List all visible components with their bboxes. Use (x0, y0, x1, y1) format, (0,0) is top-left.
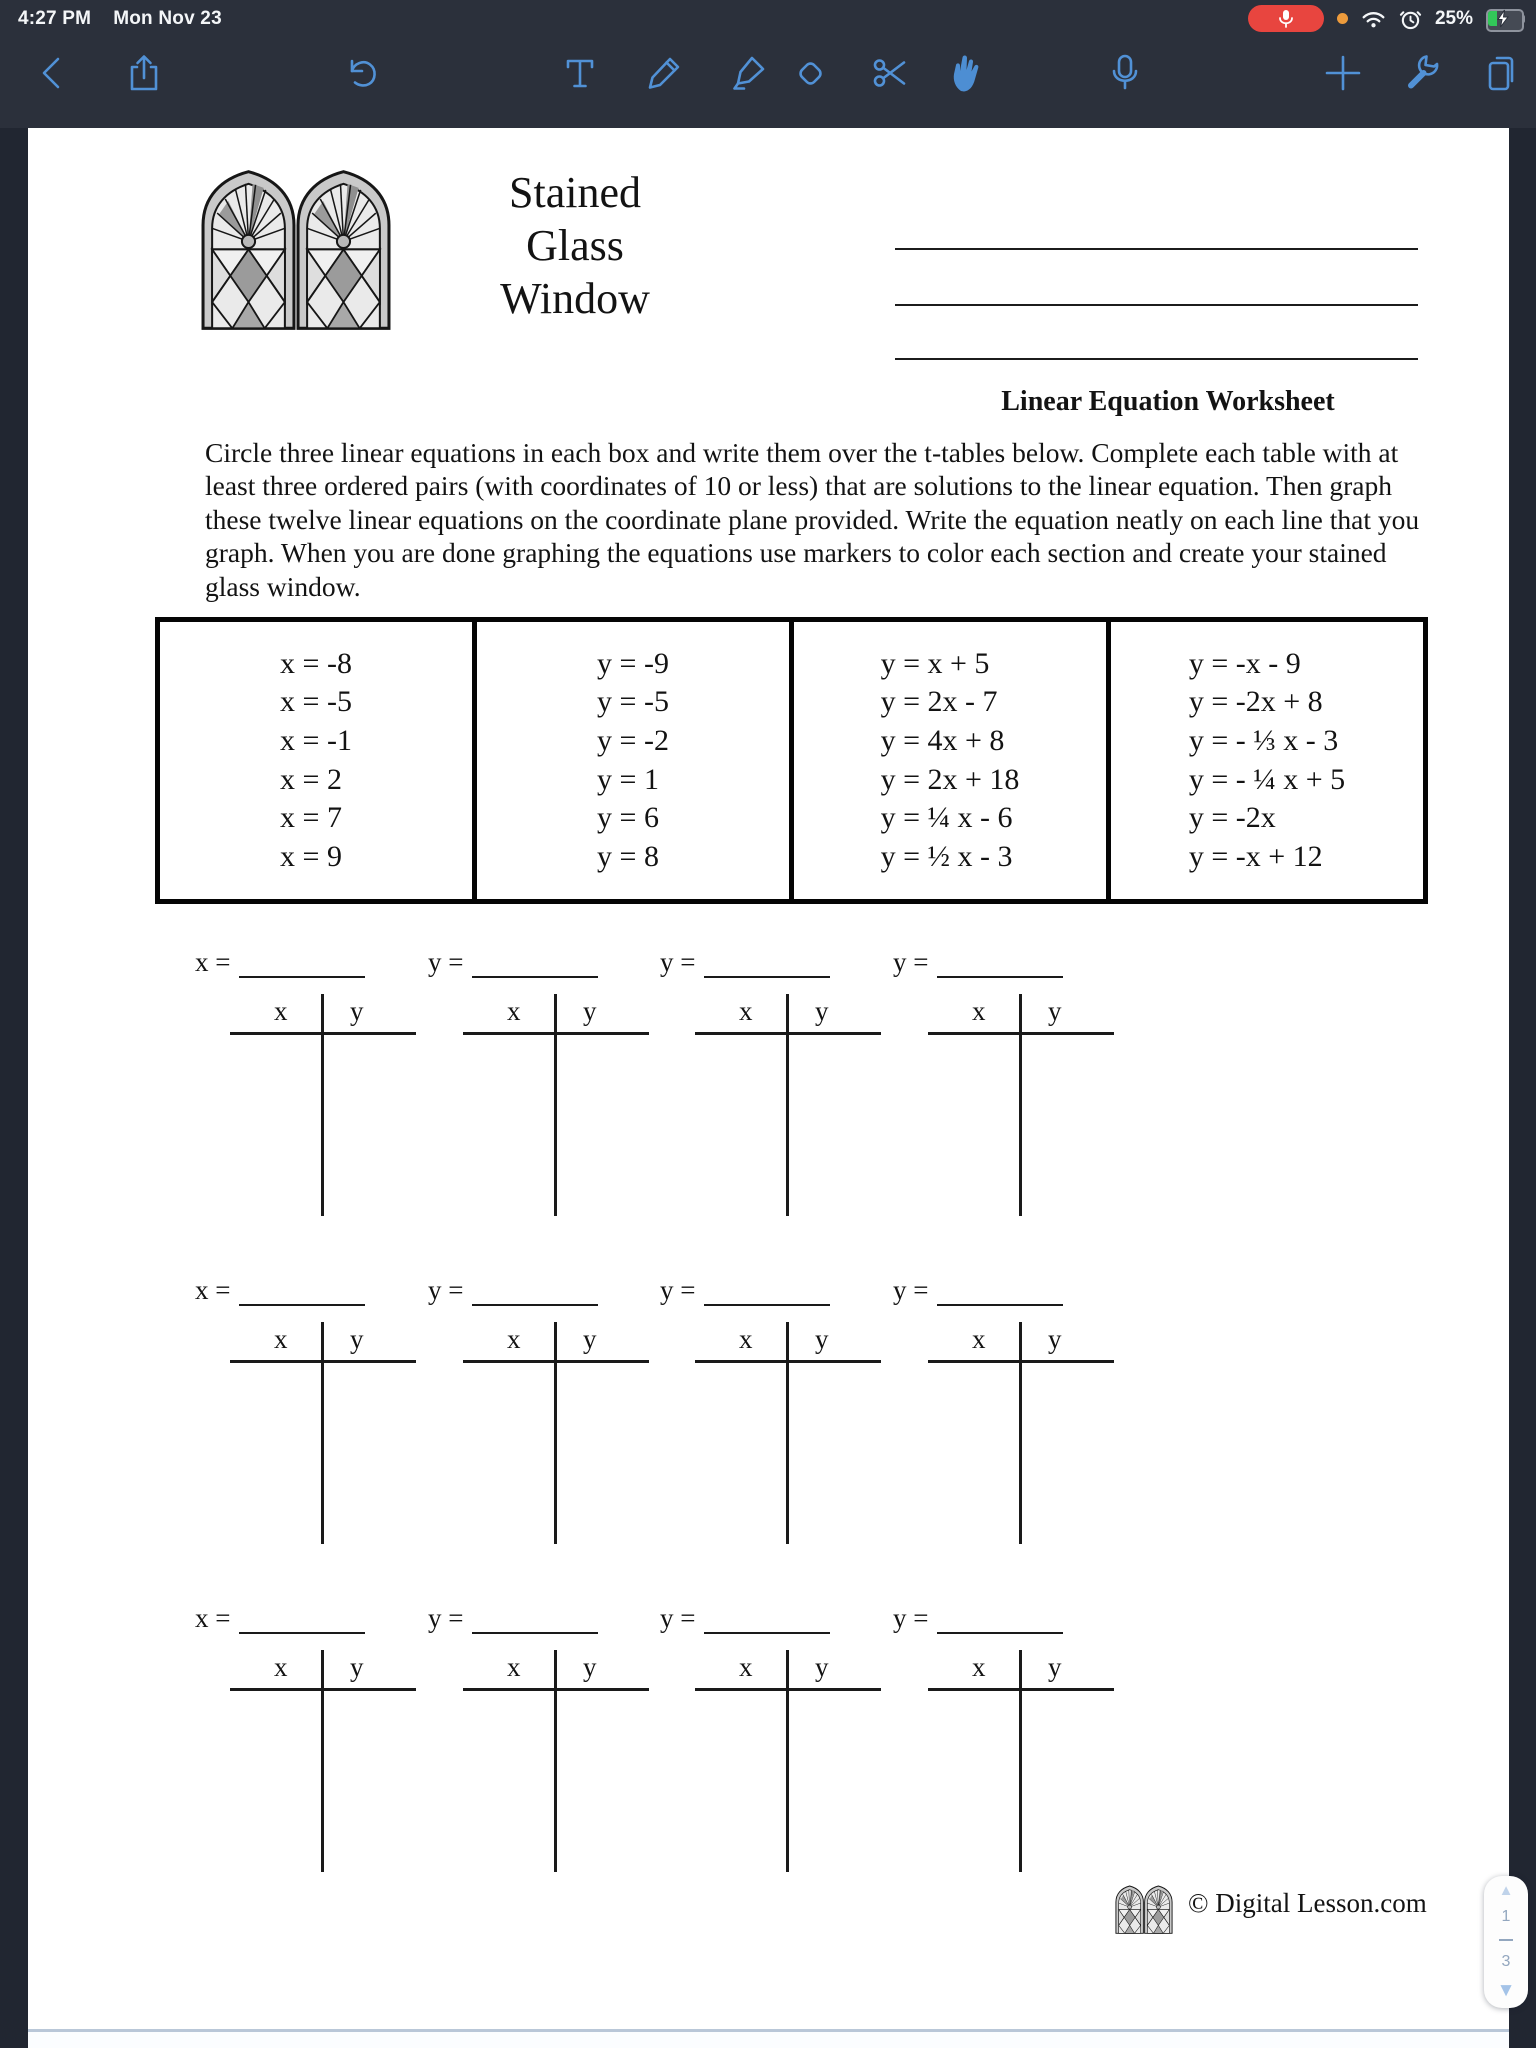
equation-option: x = -8 (280, 646, 352, 680)
equation-option: y = x + 5 (880, 646, 990, 680)
equation-option: y = ¼ x - 6 (880, 801, 1013, 835)
t-table-y-header: y (583, 1324, 597, 1354)
t-table-equation-prefix: y = (660, 1603, 696, 1633)
worksheet-title: Stained Glass Window (500, 168, 650, 323)
t-table-y-header: y (350, 1652, 364, 1682)
t-table-y-header: y (1048, 996, 1062, 1026)
t-table (660, 1600, 890, 1910)
t-table-vertical-rule (786, 994, 789, 1216)
total-page-number: 3 (1501, 1952, 1511, 1970)
alarm-icon (1399, 8, 1422, 30)
name-blank-line (895, 304, 1418, 306)
settings-wrench-button[interactable] (1400, 50, 1446, 96)
t-table-equation-blank (472, 1278, 598, 1306)
t-table-vertical-rule (1019, 1650, 1022, 1872)
t-table-equation-blank (239, 950, 365, 978)
t-table-equation-label (660, 1600, 890, 1634)
undo-button[interactable] (337, 50, 383, 96)
equation-option: y = 4x + 8 (880, 723, 1005, 757)
worksheet-subtitle: Linear Equation Worksheet (1001, 386, 1335, 417)
add-page-button[interactable] (1320, 50, 1366, 96)
t-table-equation-blank (937, 1606, 1063, 1634)
equation-option: y = -9 (597, 646, 669, 680)
t-table-equation-prefix: y = (893, 947, 929, 977)
t-table-equation-label (195, 1600, 425, 1634)
t-table-equation-blank (239, 1278, 365, 1306)
t-table-equation-label (893, 1272, 1123, 1306)
t-table-equation-prefix: x = (195, 947, 231, 977)
wifi-icon (1361, 9, 1386, 29)
t-table-vertical-rule (321, 1650, 324, 1872)
battery-charging-icon (1486, 9, 1526, 29)
t-table-x-header: x (274, 996, 288, 1026)
t-table-equation-blank (704, 1606, 830, 1634)
t-table-equation-prefix: y = (428, 1603, 464, 1633)
microphone-icon (1278, 9, 1294, 29)
app-chrome (0, 0, 1536, 128)
t-table-equation-blank (472, 1606, 598, 1634)
t-table-y-header: y (350, 996, 364, 1026)
footer-credit: © Digital Lesson.com (1188, 1888, 1427, 1918)
equation-option: y = - ⅓ x - 3 (1188, 723, 1339, 757)
highlighter-tool-button[interactable] (725, 50, 771, 96)
t-table-x-header: x (972, 996, 986, 1026)
t-table-figure (230, 1650, 416, 1872)
eraser-tool-button[interactable] (787, 50, 833, 96)
t-table-equation-label (195, 1272, 425, 1306)
t-table-figure (463, 1322, 649, 1544)
equation-option: y = 1 (597, 762, 659, 796)
page-down-arrow[interactable]: ▼ (1496, 1980, 1516, 2001)
pen-tool-button[interactable] (641, 50, 687, 96)
finger-tool-button[interactable] (942, 50, 988, 96)
equation-option: y = ½ x - 3 (880, 839, 1013, 873)
t-table-vertical-rule (554, 994, 557, 1216)
t-table-vertical-rule (321, 1322, 324, 1544)
t-table-x-header: x (274, 1324, 288, 1354)
t-table-x-header: x (972, 1652, 986, 1682)
equation-column-3 (789, 622, 1106, 899)
equation-option: y = -2x (1188, 801, 1276, 835)
t-table-y-header: y (1048, 1652, 1062, 1682)
equation-column-2 (472, 622, 789, 899)
t-table-y-header: y (815, 1652, 829, 1682)
equation-option: y = -x - 9 (1188, 646, 1301, 680)
t-table-x-header: x (507, 1324, 521, 1354)
t-table-figure (928, 1650, 1114, 1872)
equation-choice-box (155, 617, 1428, 904)
t-table-vertical-rule (1019, 1322, 1022, 1544)
share-button[interactable] (121, 50, 167, 96)
battery-percent: 25% (1434, 7, 1473, 29)
t-table-equation-label (660, 944, 890, 978)
t-table-x-header: x (507, 996, 521, 1026)
t-table-y-header: y (583, 996, 597, 1026)
t-table-y-header: y (1048, 1324, 1062, 1354)
scissors-tool-button[interactable] (867, 50, 913, 96)
t-table-vertical-rule (1019, 994, 1022, 1216)
t-table-figure (230, 1322, 416, 1544)
equation-option: x = -5 (280, 685, 352, 719)
t-table-figure (230, 994, 416, 1216)
t-table (195, 1600, 425, 1910)
t-table-vertical-rule (321, 994, 324, 1216)
t-table (428, 944, 658, 1254)
equation-option: x = 7 (280, 801, 342, 835)
equation-option: y = -2x + 8 (1188, 685, 1323, 719)
next-page-edge (28, 2032, 1509, 2048)
t-table-figure (463, 994, 649, 1216)
t-table-equation-blank (937, 1278, 1063, 1306)
t-table-equation-prefix: x = (195, 1603, 231, 1633)
t-table (195, 944, 425, 1254)
text-tool-button[interactable] (557, 50, 603, 96)
equation-option: y = 8 (597, 839, 659, 873)
t-table (893, 944, 1123, 1254)
equation-option: y = -5 (597, 685, 669, 719)
pages-button[interactable] (1479, 50, 1525, 96)
recording-indicator-pill[interactable] (1248, 5, 1324, 32)
t-table-equation-blank (704, 1278, 830, 1306)
t-table-equation-blank (472, 950, 598, 978)
footer-stained-glass-icon (1115, 1878, 1173, 1941)
equation-column-4 (1106, 622, 1423, 899)
page-navigator[interactable] (1484, 1876, 1528, 2008)
t-table-equation-prefix: y = (428, 1275, 464, 1305)
instructions-paragraph: Circle three linear equations in each box and write them over the t-tables below. Complete each table with at least three ordered pairs (with coordinates of 10 or less) that are solutions to the linear equation. Then graph these twelve linear equations on the coordinate plane provided. Write the equation neatly on each line that you graph. When you are done graphing the equations use markers to color each section and create your stained glass window. (205, 437, 1420, 602)
t-table-equation-label (893, 1600, 1123, 1634)
t-table-equation-label (660, 1272, 890, 1306)
t-table-figure (928, 994, 1114, 1216)
t-table-vertical-rule (786, 1650, 789, 1872)
equation-option: y = -2 (597, 723, 669, 757)
name-blank-line (895, 358, 1418, 360)
current-page-number: 1 (1501, 1908, 1511, 1926)
t-table-equation-prefix: y = (893, 1275, 929, 1305)
record-audio-button[interactable] (1102, 50, 1148, 96)
t-table-equation-label (195, 944, 425, 978)
t-table-figure (695, 994, 881, 1216)
privacy-indicator-dot (1337, 13, 1348, 24)
t-table-vertical-rule (554, 1650, 557, 1872)
page-up-arrow[interactable]: ▲ (1498, 1882, 1514, 1899)
t-table-equation-blank (704, 950, 830, 978)
t-table-equation-label (428, 1600, 658, 1634)
t-table-y-header: y (583, 1652, 597, 1682)
t-table-equation-blank (937, 950, 1063, 978)
equation-option: x = 9 (280, 839, 342, 873)
annotation-toolbar (0, 40, 1536, 128)
clock: 4:27 PM (18, 8, 92, 29)
t-table-x-header: x (739, 1652, 753, 1682)
equation-option: x = -1 (280, 723, 352, 757)
t-table-y-header: y (815, 1324, 829, 1354)
t-table-equation-label (428, 1272, 658, 1306)
t-table-equation-prefix: y = (660, 947, 696, 977)
t-table-equation-prefix: y = (893, 1603, 929, 1633)
t-table-figure (695, 1650, 881, 1872)
t-table-x-header: x (507, 1652, 521, 1682)
t-table-equation-prefix: y = (660, 1275, 696, 1305)
t-table-equation-label (428, 944, 658, 978)
equation-option: y = 6 (597, 801, 659, 835)
equation-option: y = 2x - 7 (880, 685, 998, 719)
equation-option: y = -x + 12 (1188, 839, 1323, 873)
name-blank-line (895, 248, 1418, 250)
equation-column-1 (160, 622, 472, 899)
status-bar (0, 0, 1536, 40)
page-fraction-divider (1499, 1939, 1513, 1941)
t-table-x-header: x (274, 1652, 288, 1682)
t-table-figure (463, 1650, 649, 1872)
t-table-equation-prefix: x = (195, 1275, 231, 1305)
equation-option: y = 2x + 18 (880, 762, 1020, 796)
t-table-x-header: x (739, 1324, 753, 1354)
stained-glass-window-image (200, 168, 392, 331)
equation-option: y = - ¼ x + 5 (1188, 762, 1346, 796)
worksheet-page[interactable] (28, 128, 1509, 2029)
t-table-y-header: y (350, 1324, 364, 1354)
t-table-x-header: x (972, 1324, 986, 1354)
t-table-figure (928, 1322, 1114, 1544)
back-button[interactable] (29, 50, 75, 96)
t-table-y-header: y (815, 996, 829, 1026)
t-table (660, 944, 890, 1254)
t-table (660, 1272, 890, 1582)
t-table-figure (695, 1322, 881, 1544)
t-table-x-header: x (739, 996, 753, 1026)
t-table-equation-prefix: y = (428, 947, 464, 977)
t-table-vertical-rule (786, 1322, 789, 1544)
t-table (893, 1272, 1123, 1582)
date: Mon Nov 23 (113, 8, 222, 29)
equation-option: x = 2 (280, 762, 342, 796)
t-table-equation-label (893, 944, 1123, 978)
t-table (428, 1600, 658, 1910)
t-table-vertical-rule (554, 1322, 557, 1544)
t-table (428, 1272, 658, 1582)
t-table (893, 1600, 1123, 1910)
t-table-equation-blank (239, 1606, 365, 1634)
t-table (195, 1272, 425, 1582)
